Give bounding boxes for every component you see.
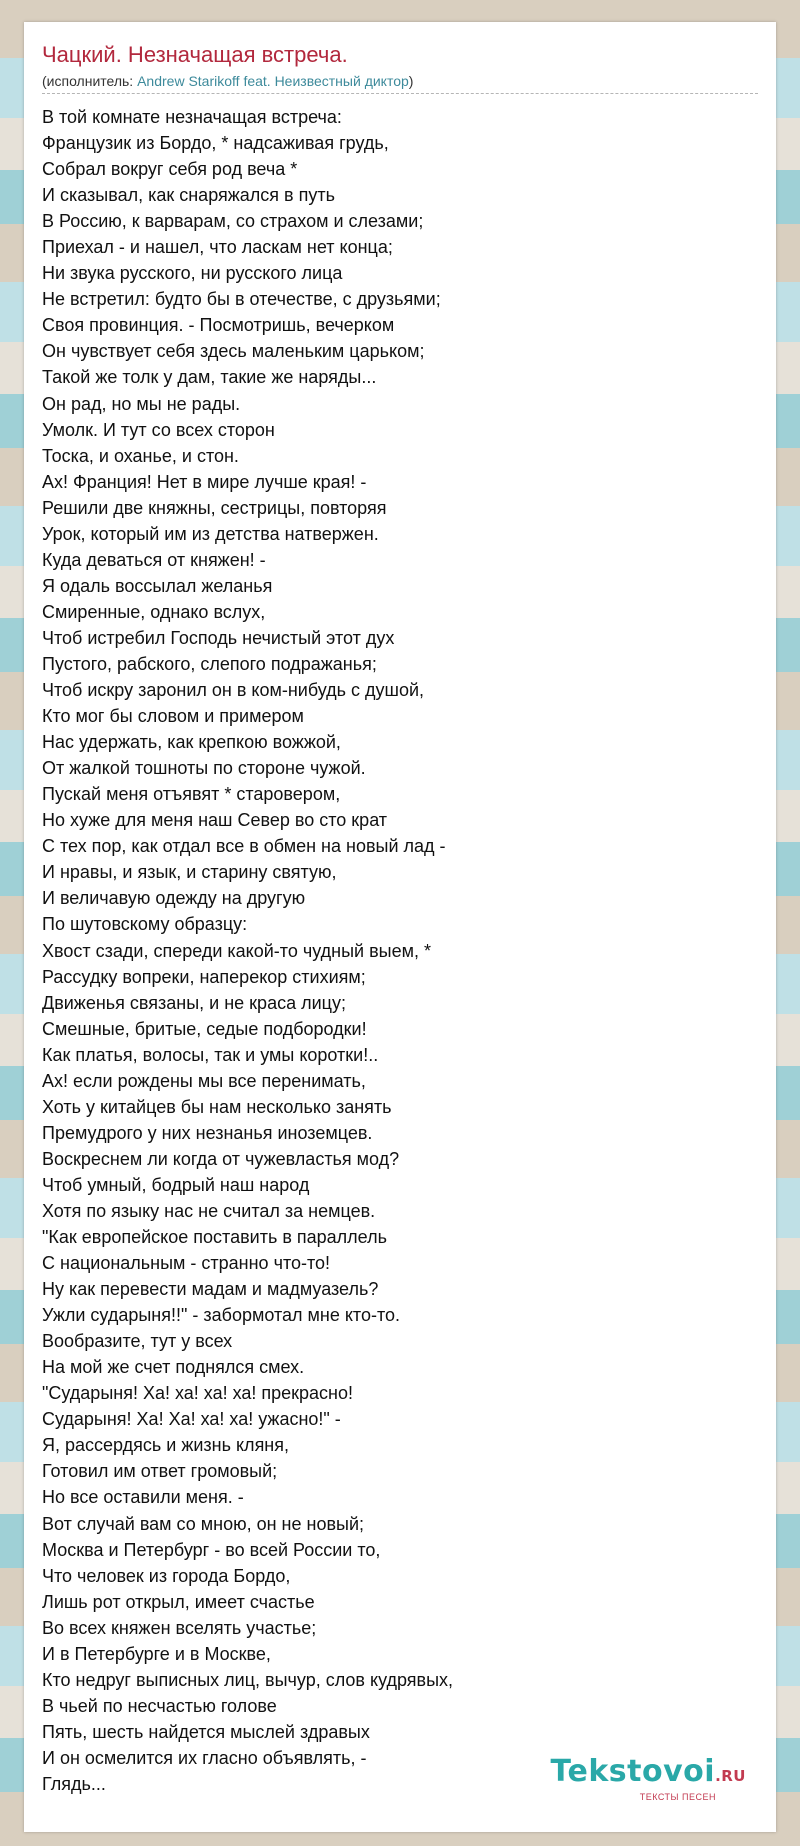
lyric-line: Тоска, и оханье, и стон. <box>42 445 239 466</box>
lyric-line: Сударыня! Ха! Ха! ха! ха! ужасно!" - <box>42 1409 341 1430</box>
lyric-line: Ужли сударыня!!" - забормотал мне кто-то. <box>42 1305 401 1326</box>
lyric-line: Хвост сзади, спереди какой-то чудный выем, * <box>42 940 431 961</box>
performer-suffix: ) <box>408 73 414 89</box>
lyric-line: Ах! если рождены мы все перенимать, <box>42 1070 366 1091</box>
lyric-line: Он чувствует себя здесь маленьким царьком; <box>42 341 425 362</box>
lyric-line: Решили две княжны, сестрицы, повторяя <box>42 497 387 518</box>
lyric-line: Умолк. И тут со всех сторон <box>42 419 275 440</box>
lyric-line: Ни звука русского, ни русского лица <box>42 263 343 284</box>
lyric-line: Вот случай вам со мною, он не новый; <box>42 1513 365 1534</box>
lyric-line: Кто недруг выписных лиц, вычур, слов кудрявых, <box>42 1669 454 1690</box>
lyric-line: С тех пор, как отдал все в обмен на новый лад - <box>42 836 446 857</box>
lyric-line: Приехал - и нашел, что ласкам нет конца; <box>42 237 393 258</box>
lyric-line: Москва и Петербург - во всей России то, <box>42 1539 381 1560</box>
lyric-line: От жалкой тошноты по стороне чужой. <box>42 758 366 779</box>
lyric-line: Чтоб истребил Господь нечистый этот дух <box>42 627 395 648</box>
lyric-line: В той комнате незначащая встреча: <box>42 107 342 127</box>
lyric-line: Чтоб умный, бодрый наш народ <box>42 1174 310 1195</box>
lyric-line: Движенья связаны, и не краса лицу; <box>42 992 346 1013</box>
lyric-line: И сказывал, как снаряжался в путь <box>42 185 335 206</box>
lyric-line: Готовил им ответ громовый; <box>42 1461 278 1482</box>
lyric-line: Куда деваться от княжен! - <box>42 549 266 570</box>
lyric-line: В Россию, к варварам, со страхом и слезами; <box>42 211 424 232</box>
logo-tld: .RU <box>715 1767 746 1785</box>
lyric-line: Не встретил: будто бы в отечестве, с друзьями; <box>42 289 441 310</box>
lyric-line: Вообразите, тут у всех <box>42 1331 233 1352</box>
lyric-line: Собрал вокруг себя род веча * <box>42 159 298 180</box>
lyric-line: Я, рассердясь и жизнь кляня, <box>42 1435 289 1456</box>
lyric-line: И в Петербурге и в Москве, <box>42 1643 271 1664</box>
logo-tagline: ТЕКСТЫ ПЕСЕН <box>639 1792 716 1802</box>
lyric-line: Но все оставили меня. - <box>42 1487 244 1508</box>
performer-line <box>42 72 758 94</box>
lyric-line: Я одаль воссылал желанья <box>42 575 273 596</box>
lyric-line: Пять, шесть найдется мыслей здравых <box>42 1721 370 1742</box>
lyric-line: По шутовскому образцу: <box>42 914 248 935</box>
lyric-line: Лишь рот открыл, имеет счастье <box>42 1591 315 1612</box>
lyric-line: Французик из Бордо, * надсаживая грудь, <box>42 133 389 154</box>
lyric-line: Такой же толк у дам, такие же наряды... <box>42 367 377 388</box>
lyric-line: В чьей по несчастью голове <box>42 1695 277 1716</box>
lyric-line: Пустого, рабского, слепого подражанья; <box>42 653 377 674</box>
lyric-line: Премудрого у них незнанья иноземцев. <box>42 1122 373 1143</box>
lyric-line: Смиренные, однако вслух, <box>42 601 266 622</box>
logo-name: Tekstovoi <box>550 1754 716 1789</box>
lyrics-card <box>24 22 776 1832</box>
lyric-line: "Как европейское поставить в параллель <box>42 1227 387 1248</box>
lyric-line: Хоть у китайцев бы нам несколько занять <box>42 1096 392 1117</box>
lyric-line: Смешные, бритые, седые подбородки! <box>42 1018 367 1039</box>
song-title: Чацкий. Незначащая встреча. <box>42 42 348 67</box>
lyric-line: Что человек из города Бордо, <box>42 1565 291 1586</box>
lyric-line: Ах! Франция! Нет в мире лучше края! - <box>42 471 367 492</box>
lyric-line: Урок, который им из детства натвержен. <box>42 523 379 544</box>
lyric-line: Он рад, но мы не рады. <box>42 393 241 414</box>
lyric-line: Нас удержать, как крепкою вожжой, <box>42 732 341 753</box>
lyric-line: Хотя по языку нас не считал за немцев. <box>42 1200 376 1221</box>
performer-prefix: (исполнитель: <box>42 73 138 89</box>
lyric-line: Воскреснем ли когда от чужевластья мод? <box>42 1148 400 1169</box>
lyric-line: "Сударыня! Ха! ха! ха! ха! прекрасно! <box>42 1383 354 1404</box>
lyric-line: Ну как перевести мадам и мадмуазель? <box>42 1279 379 1300</box>
lyric-line: С национальным - странно что-то! <box>42 1253 331 1274</box>
site-logo[interactable] <box>551 1756 746 1802</box>
lyric-line: Как платья, волосы, так и умы коротки!.. <box>42 1044 379 1065</box>
performer-link[interactable]: Andrew Starikoff feat. Неизвестный диктор <box>137 73 409 89</box>
lyric-line: Пускай меня отъявят * старовером, <box>42 784 341 805</box>
lyric-line: Глядь... <box>42 1774 106 1794</box>
lyric-line: И он осмелится их гласно объявлять, - <box>42 1747 367 1768</box>
lyric-line: Во всех княжен вселять участье; <box>42 1617 317 1638</box>
lyric-line: Но хуже для меня наш Север во сто крат <box>42 810 388 831</box>
lyric-line: На мой же счет поднялся смех. <box>42 1357 305 1378</box>
lyrics-text <box>42 104 758 1797</box>
lyric-line: Рассудку вопреки, наперекор стихиям; <box>42 966 366 987</box>
logo-wordmark <box>551 1756 746 1792</box>
lyric-line: И величавую одежду на другую <box>42 888 306 909</box>
lyric-line: Кто мог бы словом и примером <box>42 706 304 727</box>
lyric-line: Своя провинция. - Посмотришь, вечерком <box>42 315 395 336</box>
lyric-line: И нравы, и язык, и старину святую, <box>42 862 337 883</box>
lyric-line: Чтоб искру заронил он в ком-нибудь с душой, <box>42 680 425 701</box>
